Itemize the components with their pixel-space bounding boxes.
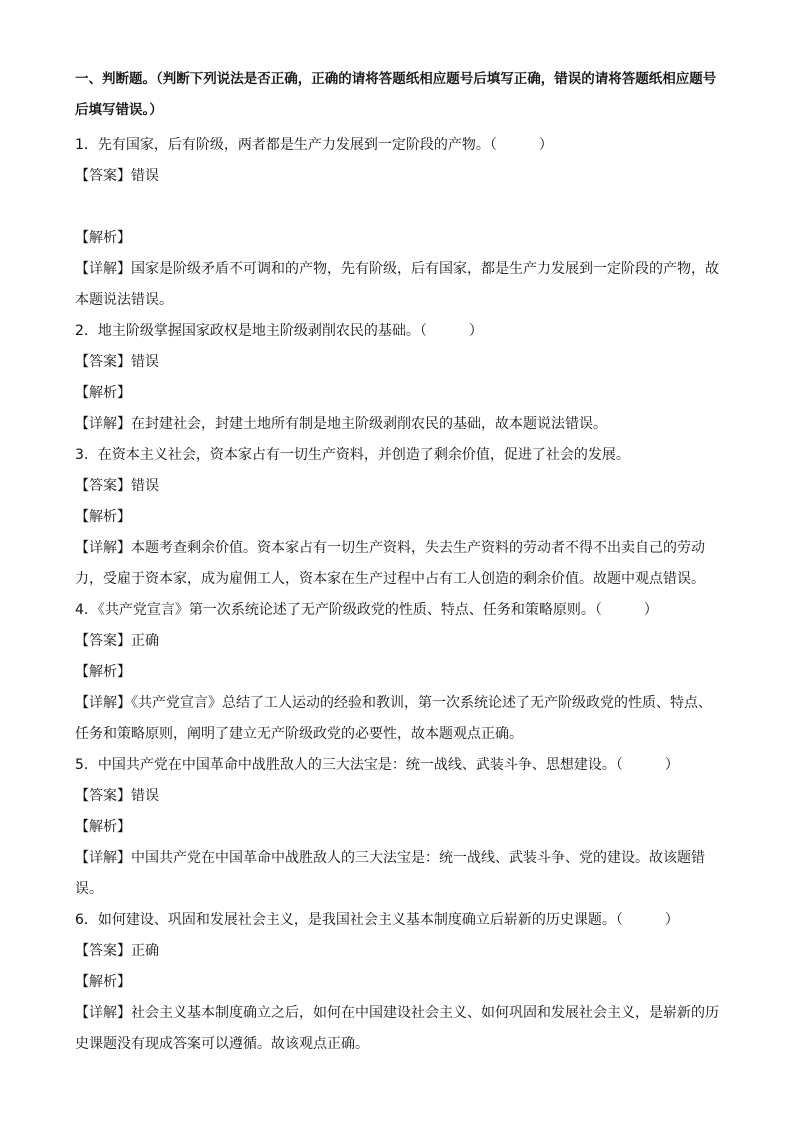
question-6-detail: [75, 998, 725, 1060]
question-4-answer: [75, 626, 725, 657]
question-5-detail: [75, 843, 725, 905]
question-2-detail: [75, 409, 725, 440]
question-5-answer: [75, 781, 725, 812]
answer-value: 错误: [131, 168, 159, 184]
detail-text: 社会主义基本制度确立之后，如何在中国建设社会主义、如何巩固和发展社会主义，是崭新的历史课题没有现成答案可以遵循。故该观点正确。: [75, 1005, 719, 1052]
detail-label: 【详解】: [75, 1005, 131, 1021]
question-2-stem: 2．地主阶级掌握国家政权是地主阶级剥削农民的基础。（ ）: [75, 323, 483, 339]
detail-text: 国家是阶级矛盾不可调和的产物，先有阶级，后有国家，都是生产力发展到一定阶段的产物，故本题说法错误。: [75, 261, 719, 308]
section-title: 一、判断题。（判断下列说法是否正确，正确的请将答题纸相应题号后填写正确，错误的请将答题纸相应题号后填写错误。）: [75, 71, 717, 118]
answer-label: 【答案】: [75, 943, 131, 959]
detail-label: 【详解】: [75, 540, 131, 556]
analysis-label: 【解析】: [75, 819, 131, 835]
detail-label: 【详解】: [75, 695, 131, 711]
analysis-label: 【解析】: [75, 385, 131, 401]
answer-value: 错误: [131, 354, 159, 370]
detail-text: 中国共产党在中国革命中战胜敌人的三大法宝是：统一战线、武装斗争、党的建设。故该题错误。: [75, 850, 705, 897]
detail-text: 在封建社会，封建土地所有制是地主阶级剥削农民的基础，故本题说法错误。: [131, 416, 607, 432]
question-6-answer: [75, 936, 725, 967]
document-page: [75, 64, 725, 1060]
answer-label: 【答案】: [75, 354, 131, 370]
question-1-analysis: [75, 223, 725, 254]
question-6-stem: 6．如何建设、巩固和发展社会主义，是我国社会主义基本制度确立后崭新的历史课题。（ ）: [75, 912, 679, 928]
question-1-stem: 1．先有国家，后有阶级，两者都是生产力发展到一定阶段的产物。（ ）: [75, 137, 553, 153]
question-5-stem: 5．中国共产党在中国革命中战胜敌人的三大法宝是：统一战线、武装斗争、思想建设。（ ）: [75, 757, 679, 773]
blank-gap: [75, 192, 725, 223]
answer-value: 错误: [131, 478, 159, 494]
question-3-answer: [75, 471, 725, 502]
question-1-answer: [75, 161, 725, 192]
question-1-detail: [75, 254, 725, 316]
answer-value: 错误: [131, 788, 159, 804]
answer-label: 【答案】: [75, 478, 131, 494]
detail-text: 《共产党宣言》总结了工人运动的经验和教训，第一次系统论述了无产阶级政党的性质、特点、任务和策略原则，阐明了建立无产阶级政党的必要性，故本题观点正确。: [75, 695, 712, 742]
question-4-stem: 4．《共产党宣言》第一次系统论述了无产阶级政党的性质、特点、任务和策略原则。（ ）: [75, 602, 658, 618]
question-3-stem: 3．在资本主义社会，资本家占有一切生产资料，并创造了剩余价值，促进了社会的发展。: [75, 447, 630, 463]
question-4-analysis: [75, 657, 725, 688]
question-6-analysis: [75, 967, 725, 998]
question-4-detail: [75, 688, 725, 750]
question-3-detail: [75, 533, 725, 595]
answer-label: 【答案】: [75, 168, 131, 184]
detail-label: 【详解】: [75, 416, 131, 432]
analysis-label: 【解析】: [75, 230, 131, 246]
answer-value: 正确: [131, 633, 159, 649]
detail-label: 【详解】: [75, 261, 131, 277]
question-5-analysis: [75, 812, 725, 843]
analysis-label: 【解析】: [75, 509, 131, 525]
answer-value: 正确: [131, 943, 159, 959]
question-2-answer: [75, 347, 725, 378]
analysis-label: 【解析】: [75, 664, 131, 680]
question-2-analysis: [75, 378, 725, 409]
detail-text: 本题考查剩余价值。资本家占有一切生产资料，失去生产资料的劳动者不得不出卖自己的劳动力，受雇于资本家，成为雇佣工人，资本家在生产过程中占有工人创造的剩余价值。故题中观点错误。: [75, 540, 705, 587]
analysis-label: 【解析】: [75, 974, 131, 990]
answer-label: 【答案】: [75, 633, 131, 649]
detail-label: 【详解】: [75, 850, 131, 866]
question-3-analysis: [75, 502, 725, 533]
answer-label: 【答案】: [75, 788, 131, 804]
